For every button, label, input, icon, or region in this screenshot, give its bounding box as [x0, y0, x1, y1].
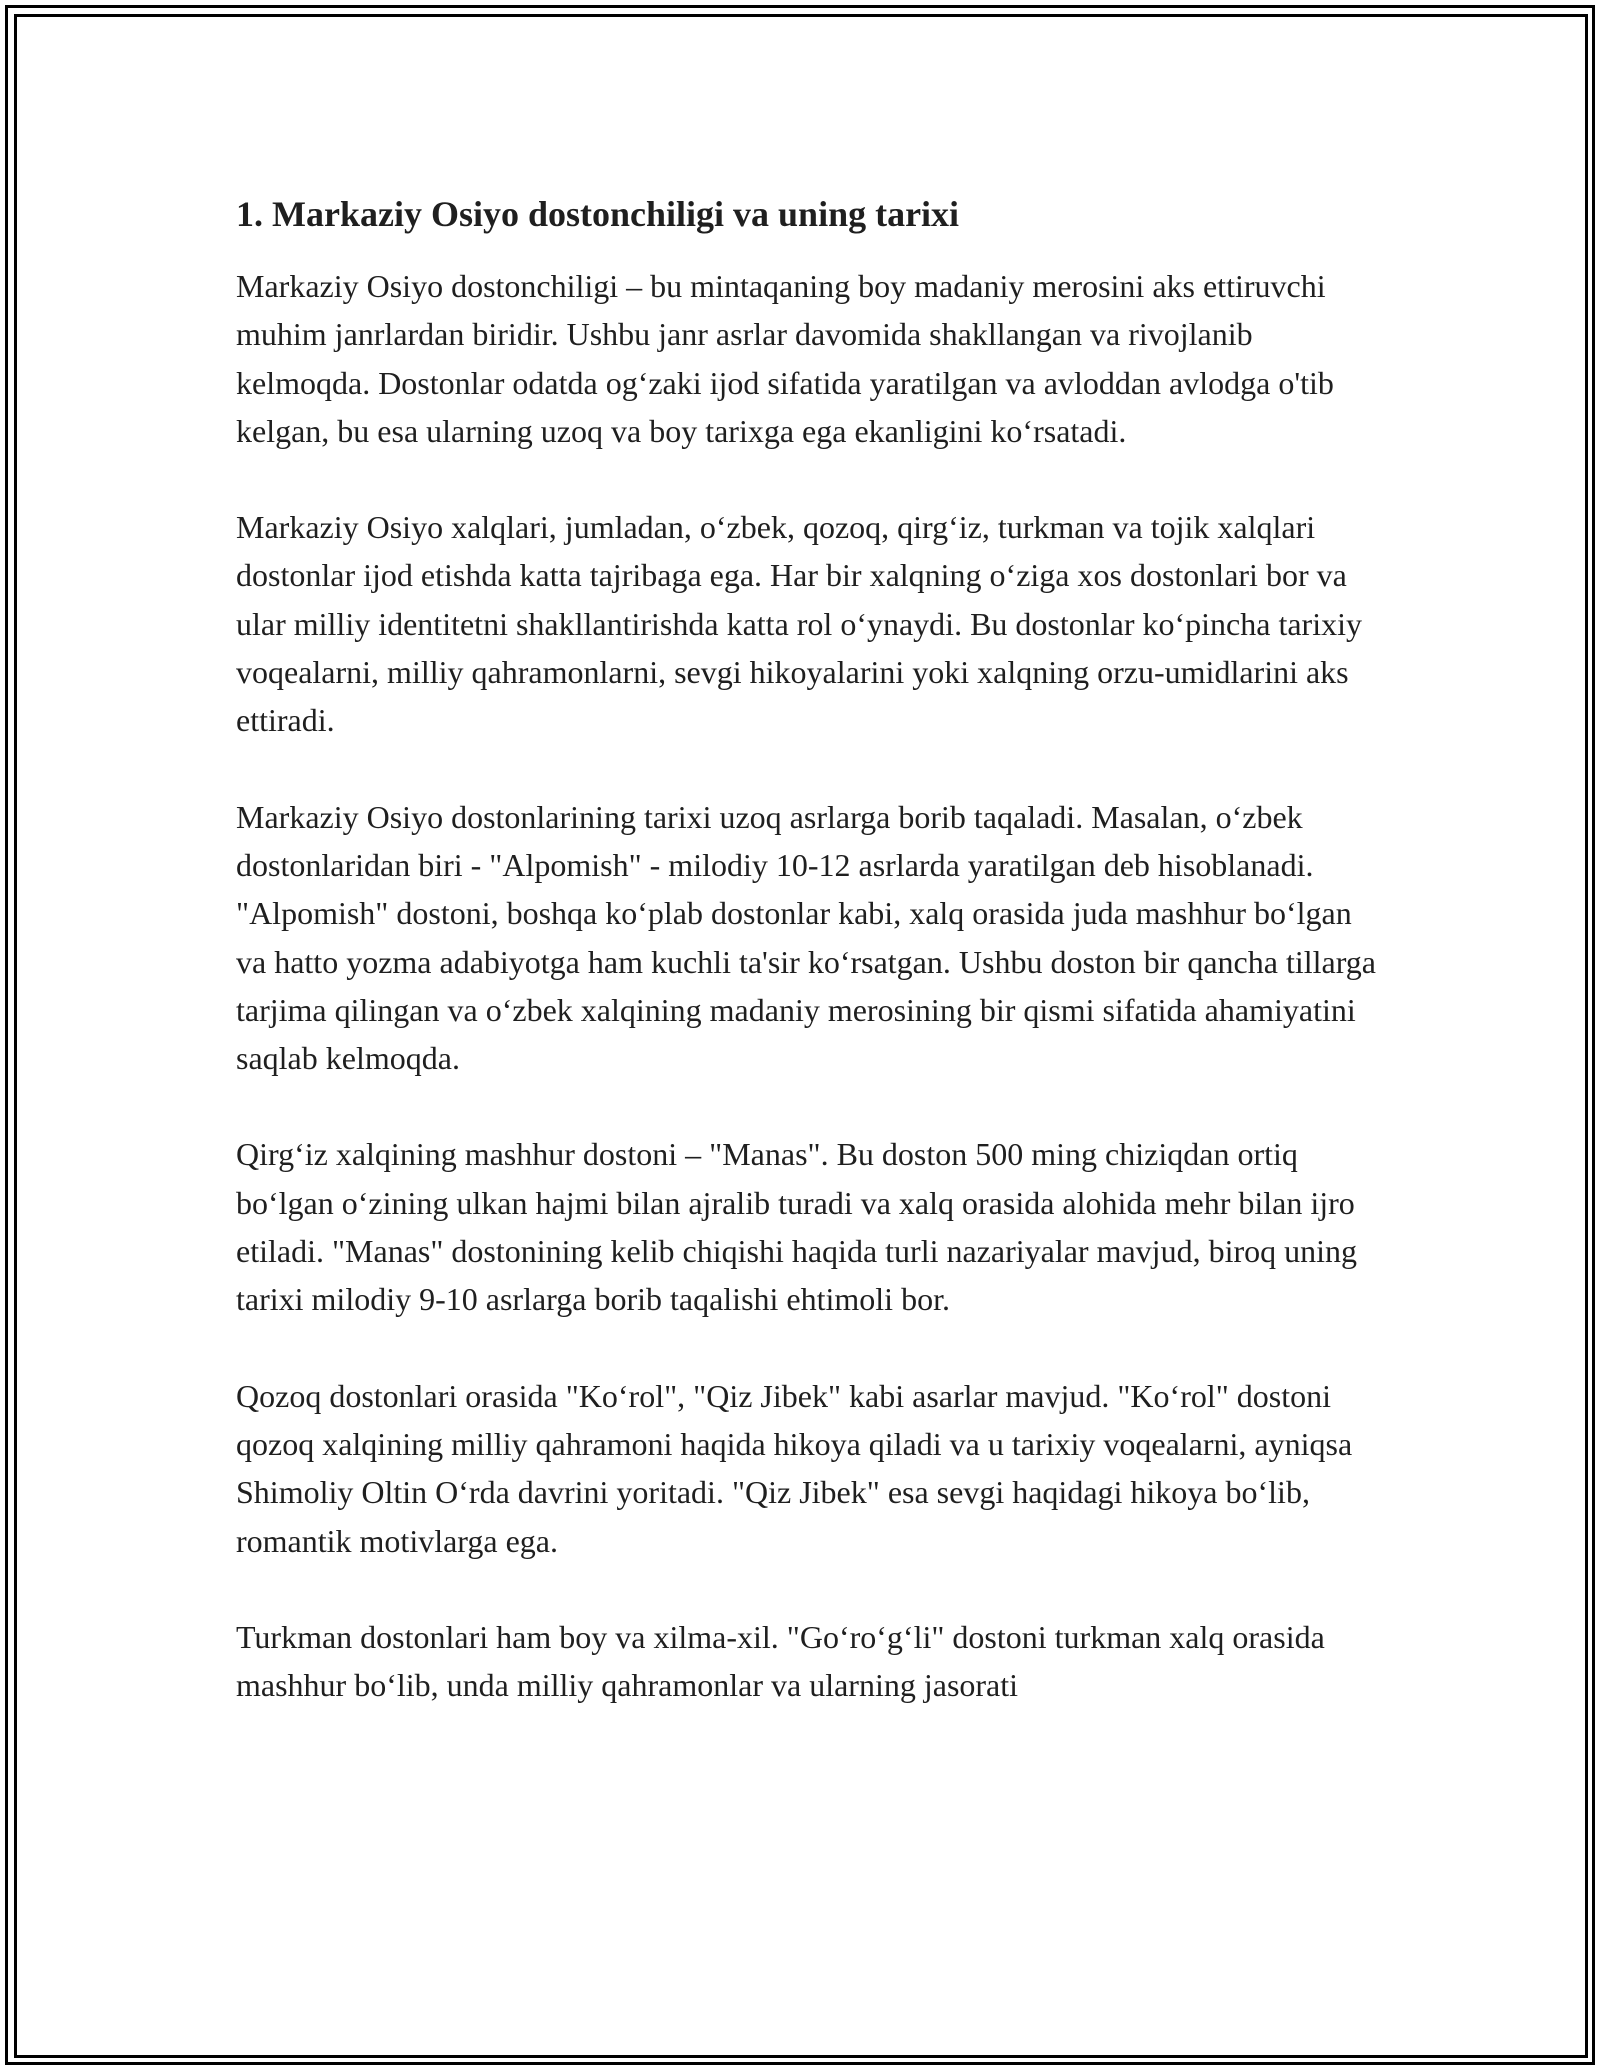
document-page: [236, 188, 1376, 1709]
paragraph-manas: Qirg‘iz xalqining mashhur dostoni – "Manas". Bu doston 500 ming chiziqdan ortiq bo‘lgan o‘zining ulkan hajmi bilan ajralib turadi va xalq orasida alohida mehr bilan ijro etiladi. "Manas" dostonining kelib chiqishi haqida turli nazariyalar mavjud, biroq uning tarixi milodiy 9-10 asrlarga borib taqalishi ehtimoli bor.: [236, 1136, 1357, 1318]
paragraph-peoples: Markaziy Osiyo xalqlari, jumladan, o‘zbek, qozoq, qirg‘iz, turkman va tojik xalqlari dostonlar ijod etishda katta tajribaga ega. Har bir xalqning o‘ziga xos dostonlari bor va ular milliy identitetni shakllantirishda katta rol o‘ynaydi. Bu dostonlar ko‘pincha tarixiy voqealarni, milliy qahramonlarni, sevgi hikoyalarini yoki xalqning orzu-umidlarini aks ettiradi.: [236, 509, 1362, 739]
section-heading: 1. Markaziy Osiyo dostonchiligi va uning tarixi: [236, 194, 960, 234]
paragraph-alpomish: Markaziy Osiyo dostonlarining tarixi uzoq asrlarga borib taqaladi. Masalan, o‘zbek dostonlaridan biri - "Alpomish" - milodiy 10-12 asrlarda yaratilgan deb hisoblanadi. "Alpomish" dostoni, boshqa ko‘plab dostonlar kabi, xalq orasida juda mashhur bo‘lgan va hatto yozma adabiyotga ham kuchli ta'sir ko‘rsatgan. Ushbu doston bir qancha tillarga tarjima qilingan va o‘zbek xalqining madaniy merosining bir qismi sifatida ahamiyatini saqlab kelmoqda.: [236, 798, 1376, 1077]
paragraph-turkmen: Turkman dostonlari ham boy va xilma-xil. "Go‘ro‘g‘li" dostoni turkman xalq orasida mashhur bo‘lib, unda milliy qahramonlar va ularning jasorati: [236, 1618, 1325, 1704]
paragraph-kazakh: Qozoq dostonlari orasida "Ko‘rol", "Qiz Jibek" kabi asarlar mavjud. "Ko‘rol" dostoni qozoq xalqining milliy qahramoni haqida hikoya qiladi va u tarixiy voqealarni, ayniqsa Shimoliy Oltin O‘rda davrini yoritadi. "Qiz Jibek" esa sevgi haqidagi hikoya bo‘lib, romantik motivlarga ega.: [236, 1377, 1353, 1559]
paragraph-intro: Markaziy Osiyo dostonchiligi – bu mintaqaning boy madaniy merosini aks ettiruvchi muhim janrlardan biridir. Ushbu janr asrlar davomida shakllangan va rivojlanib kelmoqda. Dostonlar odatda og‘zaki ijod sifatida yaratilgan va avloddan avlodga o'tib kelgan, bu esa ularning uzoq va boy tarixga ega ekanligini ko‘rsatadi.: [236, 268, 1334, 449]
